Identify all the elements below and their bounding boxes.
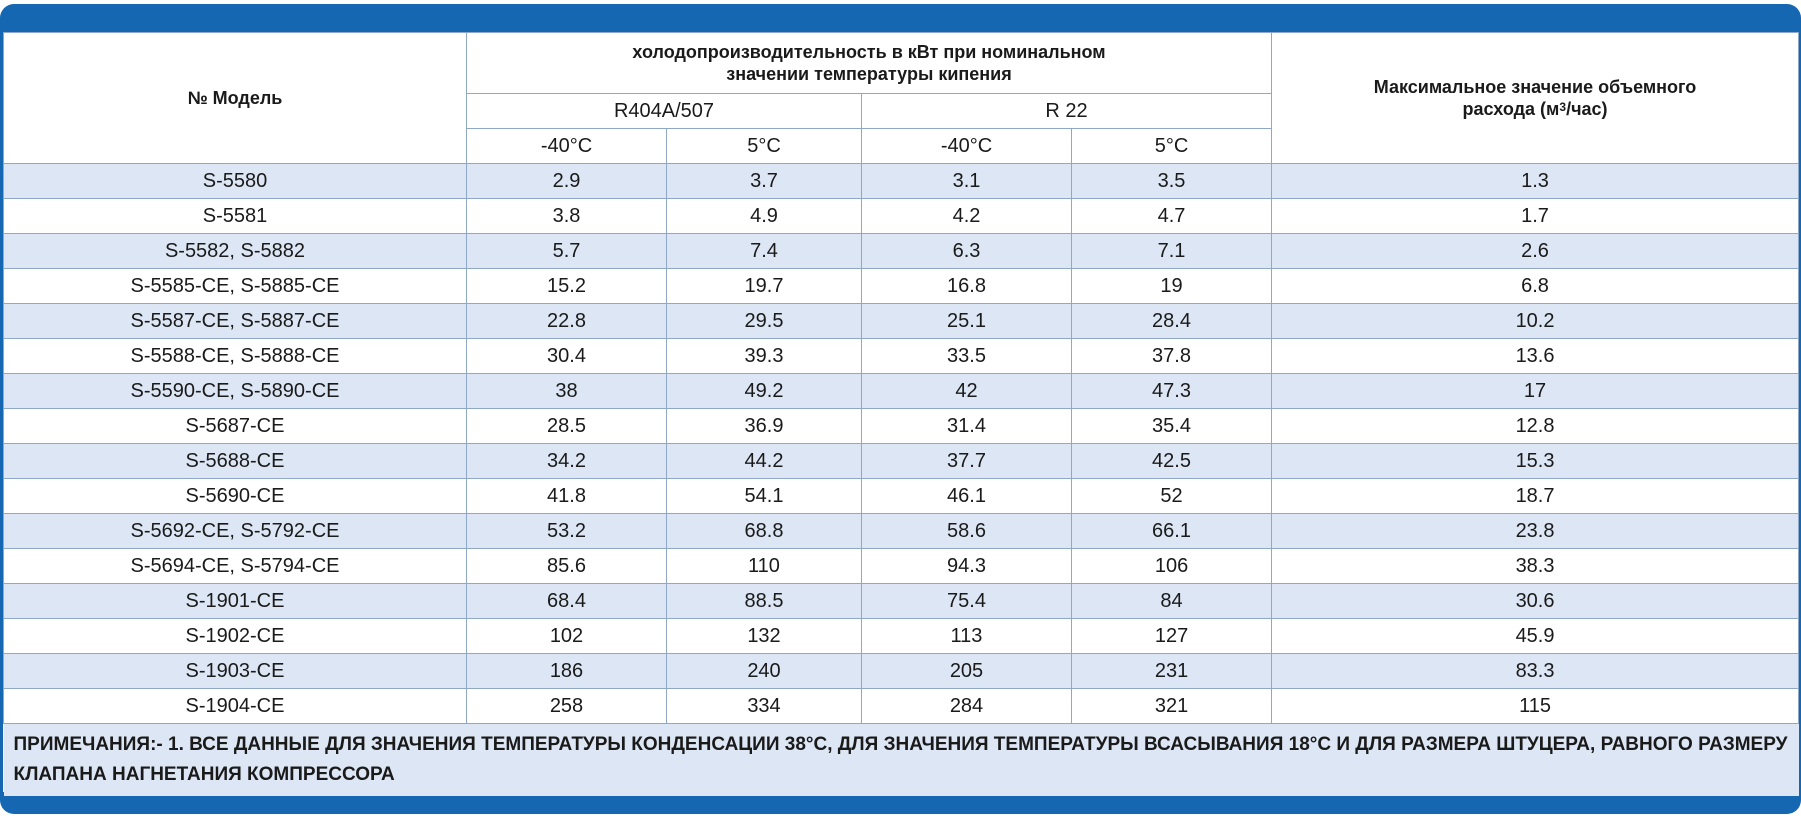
cell-b-low: 46.1 <box>862 479 1072 514</box>
cell-b-high: 37.8 <box>1072 339 1272 374</box>
cell-b-high: 42.5 <box>1072 444 1272 479</box>
cell-a-high: 29.5 <box>667 304 862 339</box>
cell-a-low: 102 <box>467 619 667 654</box>
table-row <box>4 409 1799 444</box>
note-row <box>4 724 1799 797</box>
cell-b-high: 127 <box>1072 619 1272 654</box>
cell-a-low: 22.8 <box>467 304 667 339</box>
cell-model: S-5585-CE, S-5885-CE <box>4 269 467 304</box>
cell-a-low: 34.2 <box>467 444 667 479</box>
cell-a-high: 110 <box>667 549 862 584</box>
header-temp-low-a: -40°C <box>467 129 667 164</box>
cell-b-high: 66.1 <box>1072 514 1272 549</box>
cell-flow: 10.2 <box>1272 304 1799 339</box>
header-temp-high-b: 5°C <box>1072 129 1272 164</box>
table-row <box>4 269 1799 304</box>
header-flow-line1: Максимальное значение объемного <box>1373 77 1697 97</box>
cell-model: S-1901-CE <box>4 584 467 619</box>
header-flow-line2-pre: расхода (м <box>1462 99 1560 119</box>
table-row <box>4 619 1799 654</box>
cell-flow: 30.6 <box>1272 584 1799 619</box>
cell-a-high: 4.9 <box>667 199 862 234</box>
cell-flow: 1.3 <box>1272 164 1799 199</box>
header-capacity-line2: значении температуры кипения <box>726 64 1012 84</box>
cell-a-high: 240 <box>667 654 862 689</box>
cell-b-high: 3.5 <box>1072 164 1272 199</box>
cell-b-high: 321 <box>1072 689 1272 724</box>
cell-flow: 45.9 <box>1272 619 1799 654</box>
cell-a-low: 2.9 <box>467 164 667 199</box>
cell-a-high: 36.9 <box>667 409 862 444</box>
cell-a-low: 15.2 <box>467 269 667 304</box>
cell-flow: 115 <box>1272 689 1799 724</box>
cell-model: S-5582, S-5882 <box>4 234 467 269</box>
cell-model: S-5687-CE <box>4 409 467 444</box>
table-row <box>4 199 1799 234</box>
cell-a-high: 19.7 <box>667 269 862 304</box>
cell-a-high: 334 <box>667 689 862 724</box>
table-panel <box>3 32 1798 792</box>
cell-model: S-5580 <box>4 164 467 199</box>
cell-a-high: 39.3 <box>667 339 862 374</box>
cell-model: S-5694-CE, S-5794-CE <box>4 549 467 584</box>
cell-a-low: 41.8 <box>467 479 667 514</box>
cell-b-low: 16.8 <box>862 269 1072 304</box>
cell-a-low: 38 <box>467 374 667 409</box>
cell-b-high: 19 <box>1072 269 1272 304</box>
table-body <box>4 164 1799 797</box>
cell-a-low: 30.4 <box>467 339 667 374</box>
table-row <box>4 304 1799 339</box>
cell-a-low: 5.7 <box>467 234 667 269</box>
header-capacity-group <box>467 33 1272 94</box>
cell-b-low: 113 <box>862 619 1072 654</box>
cell-b-high: 7.1 <box>1072 234 1272 269</box>
cell-b-high: 28.4 <box>1072 304 1272 339</box>
cell-b-low: 31.4 <box>862 409 1072 444</box>
cell-model: S-5692-CE, S-5792-CE <box>4 514 467 549</box>
cell-b-high: 35.4 <box>1072 409 1272 444</box>
cell-b-low: 4.2 <box>862 199 1072 234</box>
table-row <box>4 689 1799 724</box>
cell-a-low: 85.6 <box>467 549 667 584</box>
cell-a-high: 68.8 <box>667 514 862 549</box>
cell-model: S-5590-CE, S-5890-CE <box>4 374 467 409</box>
cell-a-low: 28.5 <box>467 409 667 444</box>
cell-model: S-5690-CE <box>4 479 467 514</box>
table-frame <box>0 4 1801 814</box>
table-row <box>4 234 1799 269</box>
capacity-table <box>3 32 1799 796</box>
cell-flow: 18.7 <box>1272 479 1799 514</box>
cell-b-low: 42 <box>862 374 1072 409</box>
table-row <box>4 514 1799 549</box>
cell-a-high: 7.4 <box>667 234 862 269</box>
table-row <box>4 444 1799 479</box>
cell-a-low: 53.2 <box>467 514 667 549</box>
cell-a-high: 132 <box>667 619 862 654</box>
cell-b-high: 47.3 <box>1072 374 1272 409</box>
cell-flow: 15.3 <box>1272 444 1799 479</box>
table-row <box>4 479 1799 514</box>
cell-model: S-1903-CE <box>4 654 467 689</box>
header-flow <box>1272 33 1799 164</box>
cell-flow: 12.8 <box>1272 409 1799 444</box>
header-capacity-line1: холодопроизводительность в кВт при номинальном <box>632 42 1106 62</box>
cell-model: S-5688-CE <box>4 444 467 479</box>
table-row <box>4 549 1799 584</box>
table-row <box>4 654 1799 689</box>
header-flow-line2-post: /час) <box>1566 99 1608 119</box>
header-temp-low-b: -40°C <box>862 129 1072 164</box>
cell-b-high: 231 <box>1072 654 1272 689</box>
cell-a-high: 49.2 <box>667 374 862 409</box>
cell-b-low: 205 <box>862 654 1072 689</box>
cell-b-low: 58.6 <box>862 514 1072 549</box>
header-temp-high-a: 5°C <box>667 129 862 164</box>
cell-model: S-1904-CE <box>4 689 467 724</box>
cell-flow: 1.7 <box>1272 199 1799 234</box>
table-row <box>4 374 1799 409</box>
cell-a-high: 44.2 <box>667 444 862 479</box>
cell-b-low: 94.3 <box>862 549 1072 584</box>
cell-a-high: 88.5 <box>667 584 862 619</box>
cell-b-high: 52 <box>1072 479 1272 514</box>
cell-flow: 17 <box>1272 374 1799 409</box>
cell-a-low: 3.8 <box>467 199 667 234</box>
cell-flow: 83.3 <box>1272 654 1799 689</box>
cell-a-low: 68.4 <box>467 584 667 619</box>
cell-model: S-5587-CE, S-5887-CE <box>4 304 467 339</box>
cell-b-low: 33.5 <box>862 339 1072 374</box>
header-refrigerant-a: R404A/507 <box>467 94 862 129</box>
header-flow-sup: 3 <box>1559 100 1567 114</box>
table-row <box>4 339 1799 374</box>
cell-flow: 2.6 <box>1272 234 1799 269</box>
cell-b-high: 106 <box>1072 549 1272 584</box>
header-refrigerant-b: R 22 <box>862 94 1272 129</box>
table-row <box>4 584 1799 619</box>
cell-b-low: 75.4 <box>862 584 1072 619</box>
cell-a-high: 54.1 <box>667 479 862 514</box>
cell-flow: 23.8 <box>1272 514 1799 549</box>
cell-a-high: 3.7 <box>667 164 862 199</box>
cell-flow: 38.3 <box>1272 549 1799 584</box>
cell-b-low: 284 <box>862 689 1072 724</box>
cell-model: S-5588-CE, S-5888-CE <box>4 339 467 374</box>
cell-a-low: 186 <box>467 654 667 689</box>
table-note: ПРИМЕЧАНИЯ:- 1. ВСЕ ДАННЫЕ ДЛЯ ЗНАЧЕНИЯ ТЕМПЕРАТУРЫ КОНДЕНСАЦИИ 38°С, ДЛЯ ЗНАЧЕНИЯ ТЕМПЕРАТУРЫ ВСАСЫВАНИЯ 18°С И ДЛЯ РАЗМЕРА ШТУЦЕРА, РАВНОГО РАЗМЕРУ КЛАПАНА НАГНЕТАНИЯ КОМПРЕССОРА <box>4 724 1799 797</box>
table-row <box>4 164 1799 199</box>
cell-model: S-1902-CE <box>4 619 467 654</box>
cell-model: S-5581 <box>4 199 467 234</box>
cell-flow: 13.6 <box>1272 339 1799 374</box>
cell-b-low: 6.3 <box>862 234 1072 269</box>
cell-b-low: 37.7 <box>862 444 1072 479</box>
cell-b-high: 4.7 <box>1072 199 1272 234</box>
cell-flow: 6.8 <box>1272 269 1799 304</box>
cell-b-high: 84 <box>1072 584 1272 619</box>
header-model: № Модель <box>4 33 467 164</box>
cell-b-low: 3.1 <box>862 164 1072 199</box>
cell-a-low: 258 <box>467 689 667 724</box>
cell-b-low: 25.1 <box>862 304 1072 339</box>
